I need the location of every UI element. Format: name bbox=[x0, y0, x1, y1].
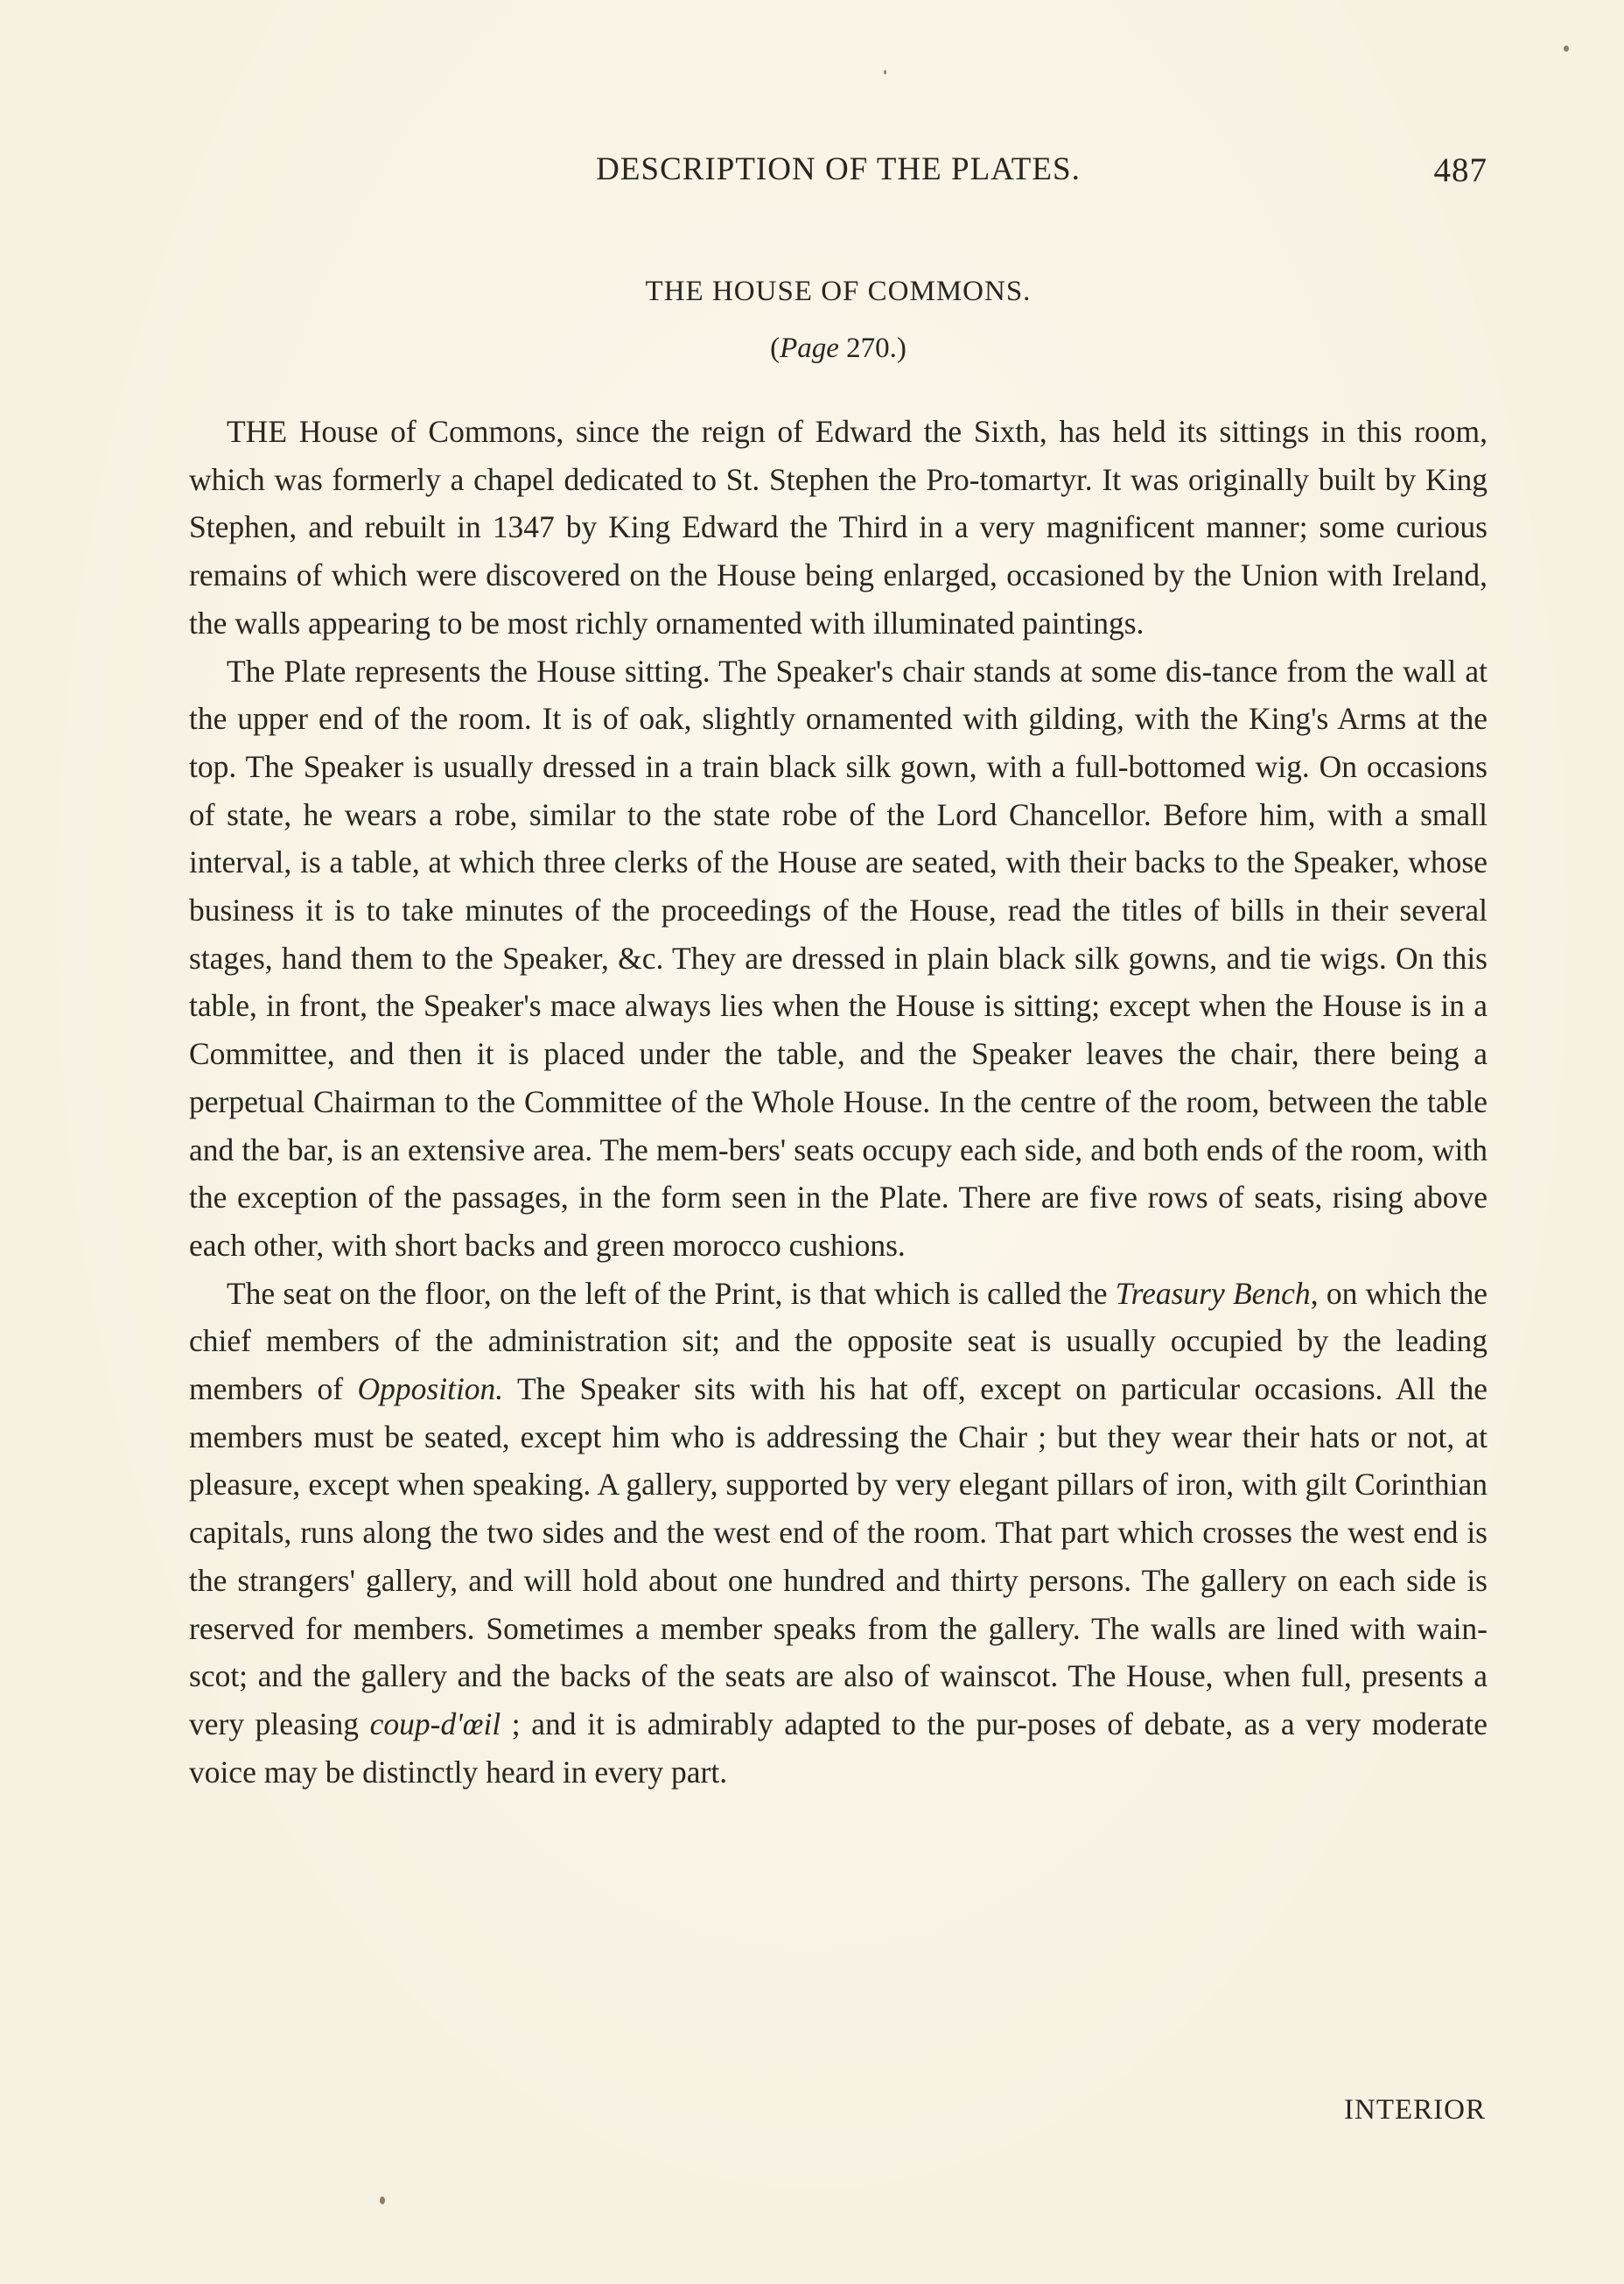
p3-coup-doeil: coup-d'œil bbox=[369, 1706, 501, 1741]
page-number: 487 bbox=[1433, 151, 1488, 189]
paragraph-2: The Plate represents the House sitting. The Speaker's chair stands at some dis-tance from the wall at the upper end of the room. It is of oak, slightly ornamented with gilding, with the King's Arms at the top. The Speaker is usually dressed in a train black silk gown, with a full-bottomed wig. On occasions of state, he wears a robe, similar to the state robe of the Lord Chancellor. Before him, with a small interval, is a table, at which three clerks of the House are seated, with their backs to the Speaker, whose business it is to take minutes of the proceedings of the House, read the titles of bills in their several stages, hand them to the Speaker, &c. They are dressed in plain black silk gowns, and tie wigs. On this table, in front, the Speaker's mace always lies when the House is sitting; except when the House is in a Committee, and then it is placed under the table, and the Speaker leaves the chair, there being a perpetual Chairman to the Committee of the Whole House. In the centre of the room, between the table and the bar, is an extensive area. The mem-bers' seats occupy each side, and both ends of the room, with the exception of the passages, in the form seen in the Plate. There are five rows of seats, rising above each other, with short backs and green morocco cushions. bbox=[189, 653, 1488, 1263]
page-ref-word: Page bbox=[780, 333, 839, 364]
paper-speck bbox=[1564, 46, 1569, 52]
p3-text-a: The seat on the floor, on the left of the Print, is that which is called the bbox=[227, 1275, 1116, 1311]
catchword: INTERIOR bbox=[1344, 2094, 1486, 2126]
page-header bbox=[189, 151, 1488, 203]
page-ref-open: ( bbox=[770, 333, 780, 364]
paragraph-3 bbox=[189, 1270, 1488, 1797]
p3-text-c: , on which the chief members of the administration sit; and the opposite seat is usually occupied by the leading members of bbox=[189, 1275, 1488, 1407]
page-reference bbox=[189, 333, 1488, 365]
body-text bbox=[189, 408, 1488, 1796]
running-title: DESCRIPTION OF THE PLATES. bbox=[596, 151, 1081, 187]
page-ref-number: 270.) bbox=[838, 333, 906, 364]
p3-opposition: Opposition. bbox=[357, 1371, 504, 1407]
paper-speck bbox=[884, 70, 886, 74]
paper-speck bbox=[380, 2196, 385, 2204]
p3-treasury-bench: Treasury Bench bbox=[1115, 1275, 1311, 1311]
article-title: THE HOUSE OF COMMONS. bbox=[645, 276, 1032, 307]
p3-text-e: The Speaker sits with his hat off, except on particular occasions. All the members must be seated, except him who is addressing the Chair ; but they wear their hats or not, at pleasure, except when speaking. A gallery, supported by very elegant pillars of iron, with gilt Corinthian capitals, runs along the two sides and the west end of the room. That part which crosses the west end is the strangers' gallery, and will hold about one hundred and thirty persons. The gallery on each side is reserved for members. Sometimes a member speaks from the gallery. The walls are lined with wain-scot; and the gallery and the backs of the seats are also of wainscot. The House, when full, presents a very pleasing bbox=[189, 1371, 1488, 1741]
p3-text-g: ; and it is admirably adapted to the pur-poses of debate, as a very moderate voice may be distinctly heard in every part. bbox=[189, 1706, 1488, 1790]
paragraph-1: THE House of Commons, since the reign of Edward the Sixth, has held its sittings in this room, which was formerly a chapel dedicated to St. Stephen the Pro-tomartyr. It was originally built by King Stephen, and rebuilt in 1347 by King Edward the Third in a very magnificent manner; some curious remains of which were discovered on the House being enlarged, occasioned by the Union with Ireland, the walls appearing to be most richly ornamented with illuminated paintings. bbox=[189, 414, 1488, 641]
